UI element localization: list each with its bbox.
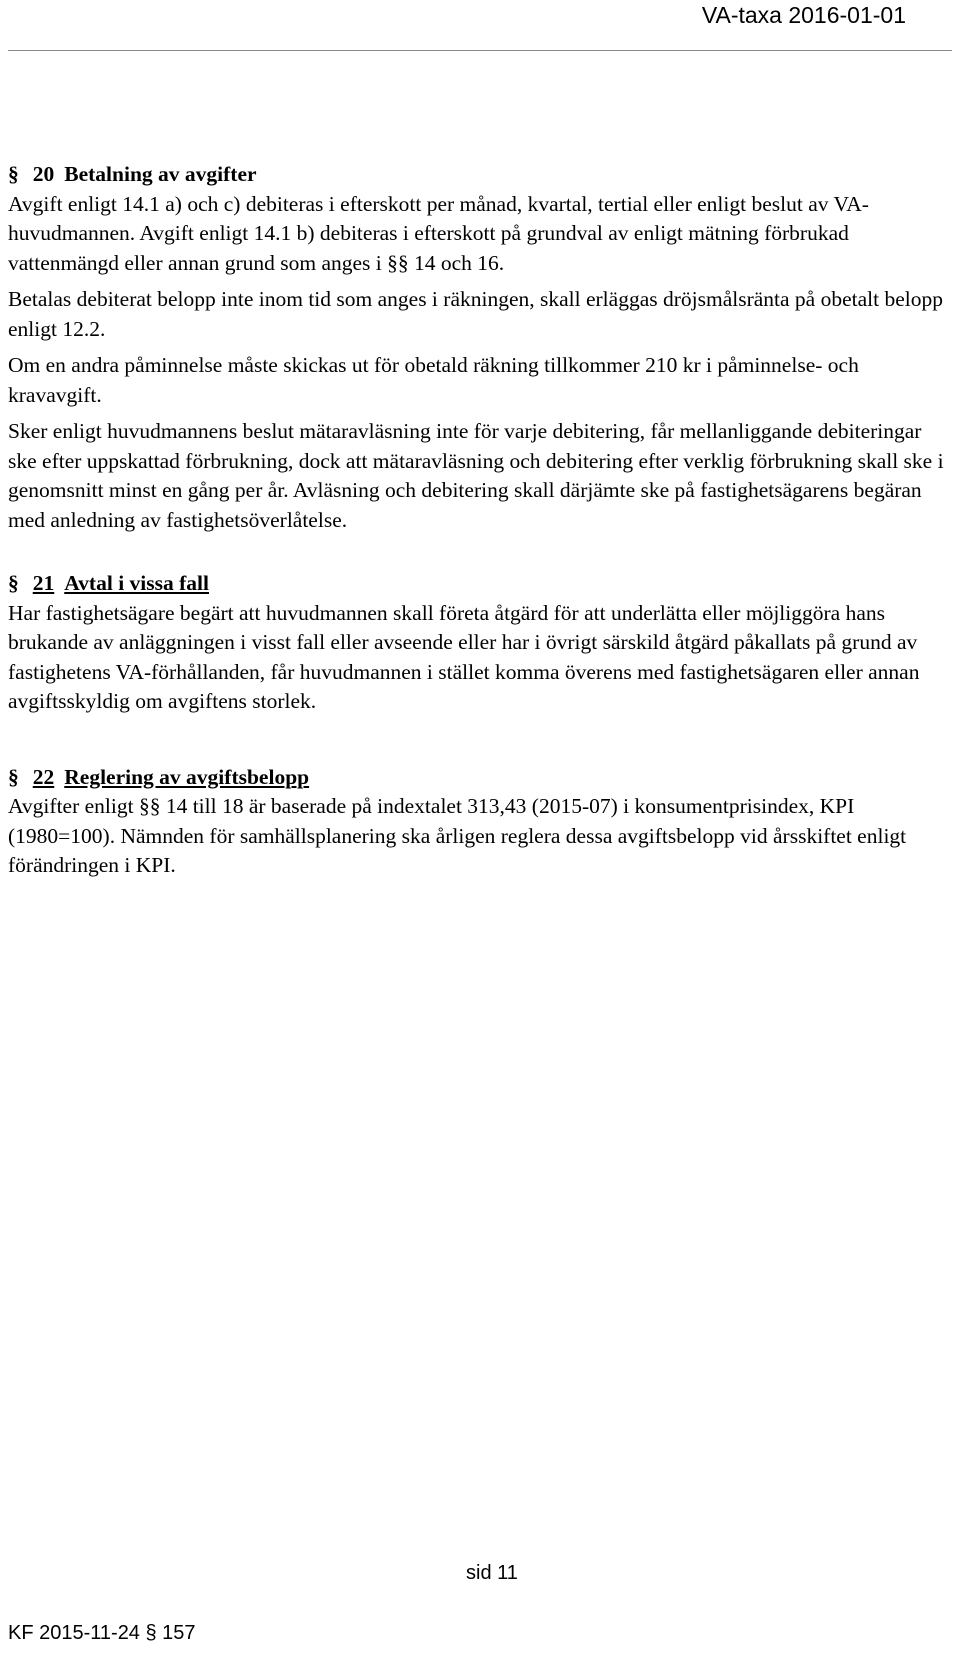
section-paragraph: Avgifter enligt §§ 14 till 18 är baserade på indextalet 313,43 (2015-07) i konsumentprisindex, KPI (1980=100). Nämnden för samhällsplanering ska årligen reglera dessa avgiftsbelopp vid årsskiftet enligt förändringen i KPI. — [8, 794, 907, 877]
section-paragraph: Betalas debiterat belopp inte inom tid som anges i räkningen, skall erläggas dröjsmålsränta på obetalt belopp enligt 12.2. — [8, 287, 943, 341]
section-heading — [8, 763, 948, 793]
section-title: Betalning av avgifter — [64, 162, 257, 186]
paragraph-sign: § — [8, 764, 19, 789]
section-heading — [8, 160, 948, 190]
section-number: 21 — [32, 571, 55, 595]
section-number: 20 — [32, 162, 55, 186]
page-number: sid 11 — [466, 1562, 518, 1584]
section-heading — [8, 569, 948, 599]
section-title: Avtal i vissa fall — [64, 571, 209, 595]
section-20 — [8, 160, 948, 535]
section-21 — [8, 569, 948, 717]
section-title: Reglering av avgiftsbelopp — [64, 764, 310, 789]
section-number: 22 — [32, 764, 55, 789]
section-paragraph: Avgift enligt 14.1 a) och c) debiteras i efterskott per månad, kvartal, tertial eller enligt beslut av VA-huvudmannen. Avgift enligt 14.1 b) debiteras i efterskott på grundval av enligt mätning förbrukad vattenmängd eller annan grund som anges i §§ 14 och 16. — [8, 191, 869, 275]
section-paragraph: Sker enligt huvudmannens beslut mätaravläsning inte för varje debitering, får mellanliggande debiteringar ske efter uppskattad förbrukning, dock att mätaravläsning och debitering efter verklig förbrukning skall ske i genomsnitt minst en gång per år. Avläsning och debitering skall därjämte ske på fastighetsägarens begäran med anledning av fastighetsöverlåtelse. — [8, 419, 944, 532]
footer-reference: KF 2015-11-24 § 157 — [8, 1622, 196, 1644]
section-22 — [8, 763, 948, 881]
header-divider — [8, 50, 952, 51]
section-paragraph: Om en andra påminnelse måste skickas ut för obetald räkning tillkommer 210 kr i påminnelse- och kravavgift. — [8, 353, 859, 407]
section-paragraph: Har fastighetsägare begärt att huvudmannen skall företa åtgärd för att underlätta eller möjliggöra hans brukande av anläggningen i visst fall eller avseende eller har i övrigt särskild åtgärd påkallats på grund av fastighetens VA-förhållanden, får huvudmannen i stället komma överens med fastighetsägaren eller annan avgiftsskyldig om avgiftens storlek. — [8, 600, 920, 713]
document-header-title: VA-taxa 2016-01-01 — [701, 2, 906, 28]
paragraph-sign: § — [8, 571, 19, 595]
paragraph-sign: § — [8, 162, 19, 186]
document-body — [8, 160, 948, 888]
